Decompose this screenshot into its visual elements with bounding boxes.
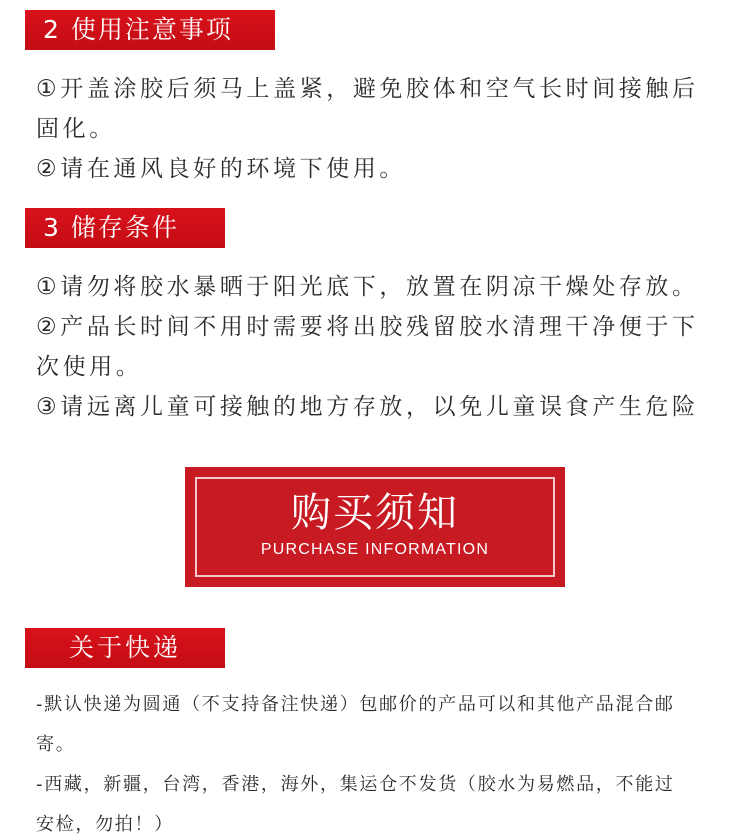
storage-line-4: ③请远离儿童可接触的地方存放，以免儿童误食产生危险 (36, 394, 699, 420)
usage-line-2: 固化。 (36, 116, 116, 142)
banner-title: 购买须知 (291, 490, 459, 536)
purchase-info-banner (185, 467, 565, 587)
storage-line-2: ②产品长时间不用时需要将出胶残留胶水清理干净便于下 (36, 314, 699, 340)
express-line-3: -西藏，新疆，台湾，香港，海外，集运仓不发货（胶水为易燃品，不能过 (36, 774, 675, 795)
storage-line-3: 次使用。 (36, 354, 143, 380)
usage-line-1: ①开盖涂胶后须马上盖紧，避免胶体和空气长时间接触后 (36, 76, 699, 102)
usage-line-3: ②请在通风良好的环境下使用。 (36, 156, 407, 182)
express-line-2: 寄。 (36, 734, 76, 755)
section-title-express (25, 628, 225, 668)
storage-line-1: ①请勿将胶水暴晒于阳光底下，放置在阴凉干燥处存放。 (36, 274, 699, 300)
section-title-usage (25, 10, 275, 50)
express-line-1: -默认快递为圆通（不支持备注快递）包邮价的产品可以和其他产品混合邮 (36, 694, 675, 715)
section-title-express-text: 关于快递 (68, 633, 181, 662)
banner-subtitle: PURCHASE INFORMATION (260, 541, 490, 558)
section-title-storage (25, 208, 225, 248)
section-title-usage-text: 2 使用注意事项 (43, 15, 233, 44)
express-line-4: 安检，勿拍！） (36, 814, 174, 835)
section-title-storage-text: 3 储存条件 (43, 213, 179, 242)
